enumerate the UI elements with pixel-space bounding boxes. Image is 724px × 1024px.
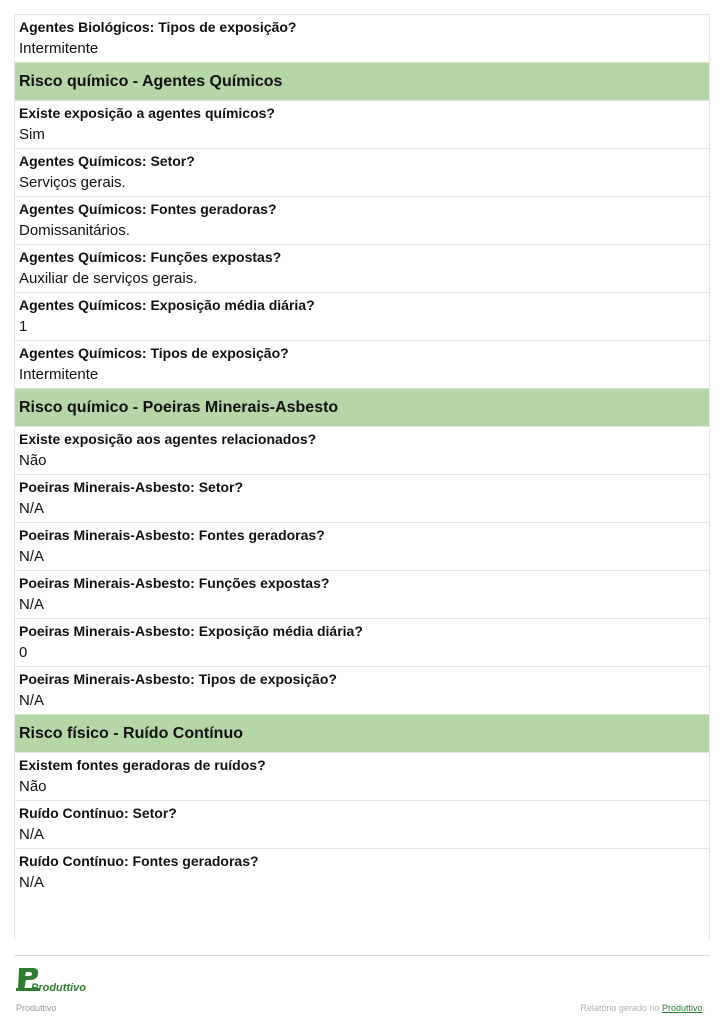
answer-value: Não (19, 778, 47, 795)
answer-value: 0 (19, 644, 28, 661)
section-header: Risco químico - Agentes Químicos (15, 62, 709, 100)
question-label: Poeiras Minerais-Asbesto: Setor? (19, 479, 244, 495)
question-label: Agentes Químicos: Exposição média diária? (19, 297, 315, 313)
answer-value: Não (19, 452, 47, 469)
question-label: Poeiras Minerais-Asbesto: Tipos de exposição? (19, 671, 337, 687)
question-row (15, 244, 709, 292)
answer-value: N/A (19, 596, 45, 613)
section-header: Risco químico - Poeiras Minerais-Asbesto (15, 388, 709, 426)
footer-generated-note (580, 1003, 705, 1013)
question-row (15, 292, 709, 340)
question-row (15, 570, 709, 618)
question-label: Existem fontes geradoras de ruídos? (19, 757, 266, 773)
question-label: Existe exposição aos agentes relacionados? (19, 431, 317, 447)
question-row (15, 618, 709, 666)
question-row (15, 100, 709, 148)
answer-value: Domissanitários. (19, 222, 130, 239)
answer-value: N/A (19, 500, 45, 517)
question-label: Poeiras Minerais-Asbesto: Fontes geradoras? (19, 527, 325, 543)
question-row (15, 474, 709, 522)
question-row (15, 800, 709, 848)
question-row (15, 340, 709, 388)
answer-value: Intermitente (19, 366, 99, 383)
footer-brand: Produttivo (16, 1003, 57, 1013)
question-row (15, 14, 709, 62)
answer-value: N/A (19, 692, 45, 709)
question-label: Agentes Químicos: Tipos de exposição? (19, 345, 289, 361)
answer-value: Serviços gerais. (19, 174, 126, 191)
report-content (14, 14, 710, 940)
question-label: Agentes Químicos: Fontes geradoras? (19, 201, 277, 217)
question-label: Poeiras Minerais-Asbesto: Funções expostas? (19, 575, 330, 591)
footer-link[interactable]: Produttivo (661, 1003, 703, 1013)
question-label: Existe exposição a agentes químicos? (19, 105, 275, 121)
answer-value: N/A (19, 548, 45, 565)
svg-text:Produttivo: Produttivo (31, 982, 86, 994)
question-row (15, 522, 709, 570)
answer-value: Intermitente (19, 40, 99, 57)
answer-value: 1 (19, 318, 28, 335)
question-row (15, 848, 709, 896)
question-row (15, 666, 709, 714)
footer-note-suffix: . (702, 1003, 705, 1013)
answer-value: Auxiliar de serviços gerais. (19, 270, 198, 287)
question-label: Agentes Químicos: Setor? (19, 153, 195, 169)
question-label: Ruído Contínuo: Fontes geradoras? (19, 853, 259, 869)
question-label: Ruído Contínuo: Setor? (19, 805, 177, 821)
question-label: Agentes Químicos: Funções expostas? (19, 249, 282, 265)
footer-note-prefix: Relatório gerado no (580, 1003, 662, 1013)
question-label: Agentes Biológicos: Tipos de exposição? (19, 19, 297, 35)
section-header: Risco físico - Ruído Contínuo (15, 714, 709, 752)
question-row (15, 196, 709, 244)
produttivo-logo (16, 966, 96, 1001)
produttivo-logo-icon (16, 966, 96, 996)
question-label: Poeiras Minerais-Asbesto: Exposição média diária? (19, 623, 363, 639)
answer-value: N/A (19, 826, 45, 843)
answer-value: Sim (19, 126, 45, 143)
footer-divider (14, 955, 710, 956)
question-row (15, 426, 709, 474)
answer-value: N/A (19, 874, 45, 891)
question-row (15, 752, 709, 800)
question-row (15, 148, 709, 196)
